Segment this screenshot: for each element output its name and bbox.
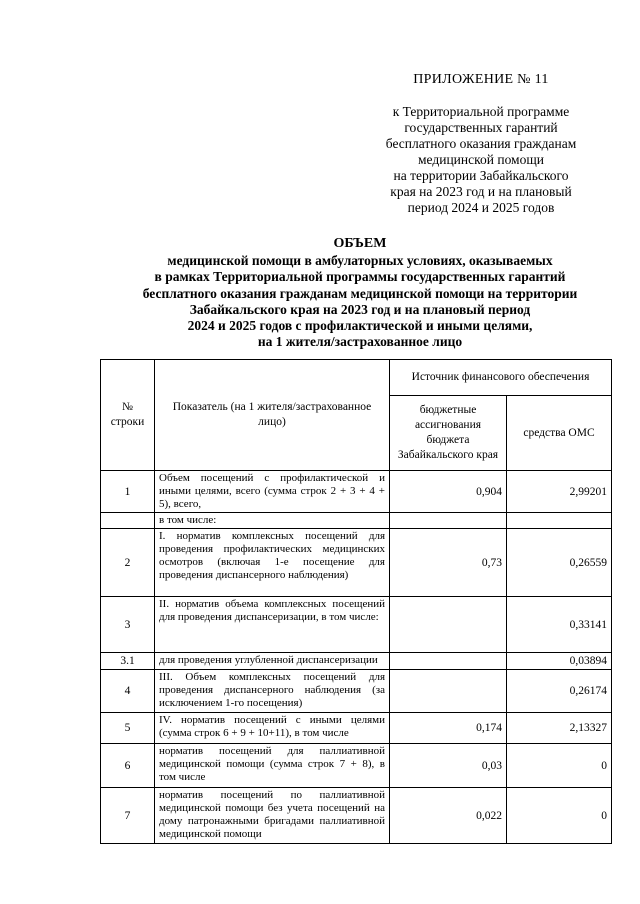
oms-value-cell: 0 [507, 744, 612, 788]
heading-line: бесплатного оказания гражданам медицинской помощи на территории [142, 285, 578, 301]
row-number-cell: 1 [101, 471, 155, 513]
appendix-line: к Территориальной программе [392, 104, 570, 119]
document-heading [90, 236, 630, 350]
table-row [101, 529, 612, 597]
col-header-budget: бюджетные ассигнования бюджета Забайкальского края [390, 396, 507, 471]
appendix-line: государственных гарантий [404, 120, 558, 135]
row-number-cell [101, 513, 155, 529]
budget-value-cell: 0,03 [390, 744, 507, 788]
row-number-cell: 3 [101, 597, 155, 653]
table-row [101, 471, 612, 513]
oms-value-cell: 2,99201 [507, 471, 612, 513]
appendix-title: ПРИЛОЖЕНИЕ № 11 [413, 72, 549, 87]
oms-value-cell: 0 [507, 788, 612, 844]
indicator-cell: норматив посещений по паллиативной медицинской помощи без учета посещений на дому патронажными бригадами паллиативной медицинской помощи [155, 788, 390, 844]
table-row [101, 597, 612, 653]
heading-line: медицинской помощи в амбулаторных условиях, оказываемых [167, 253, 553, 269]
table-row [101, 713, 612, 744]
oms-value-cell: 0,03894 [507, 653, 612, 670]
oms-value-cell: 0,33141 [507, 597, 612, 653]
budget-value-cell: 0,73 [390, 529, 507, 597]
heading-line: 2024 и 2025 годов с профилактической и иными целями, [187, 318, 533, 334]
indicator-cell: норматив посещений для паллиативной медицинской помощи (сумма строк 7 + 8), в том числе [155, 744, 390, 788]
row-number-cell: 6 [101, 744, 155, 788]
budget-value-cell: 0,022 [390, 788, 507, 844]
row-number-cell: 7 [101, 788, 155, 844]
budget-value-cell: 0,174 [390, 713, 507, 744]
indicator-cell: III. Объем комплексных посещений для проведения диспансерного наблюдения (за исключением 1-го посещения) [155, 670, 390, 713]
volume-table [100, 359, 612, 844]
row-number-cell: 5 [101, 713, 155, 744]
budget-value-cell [390, 653, 507, 670]
oms-value-cell [507, 513, 612, 529]
indicator-cell: Объем посещений с профилактической и иными целями, всего (сумма строк 2 + 3 + 4 + 5), всего, [155, 471, 390, 513]
indicator-cell: для проведения углубленной диспансеризации [155, 653, 390, 670]
heading-line: на 1 жителя/застрахованное лицо [257, 334, 463, 350]
row-number-cell: 2 [101, 529, 155, 597]
appendix-block [340, 72, 622, 216]
budget-value-cell: 0,904 [390, 471, 507, 513]
budget-value-cell [390, 513, 507, 529]
row-number-cell: 4 [101, 670, 155, 713]
col-header-source: Источник финансового обеспечения [390, 360, 612, 396]
table-row [101, 744, 612, 788]
col-header-oms: средства ОМС [507, 396, 612, 471]
table-row [101, 513, 612, 529]
row-number-cell: 3.1 [101, 653, 155, 670]
appendix-line: бесплатного оказания гражданам [385, 136, 577, 151]
appendix-line: период 2024 и 2025 годов [407, 200, 555, 215]
col-header-indicator: Показатель (на 1 жителя/застрахованное лицо) [155, 360, 390, 471]
indicator-cell: в том числе: [155, 513, 390, 529]
appendix-line: края на 2023 год и на плановый [390, 184, 572, 199]
table-row [101, 653, 612, 670]
table-row [101, 788, 612, 844]
oms-value-cell: 2,13327 [507, 713, 612, 744]
table-row [101, 670, 612, 713]
indicator-cell: II. норматив объема комплексных посещений для проведения диспансеризации, в том числе: [155, 597, 390, 653]
col-header-row-no: № строки [101, 360, 155, 471]
appendix-line: медицинской помощи [418, 152, 544, 167]
oms-value-cell: 0,26559 [507, 529, 612, 597]
heading-line: Забайкальского края на 2023 год и на плановый период [189, 301, 531, 317]
document-title: ОБЪЕМ [333, 236, 387, 251]
heading-line: в рамках Территориальной программы государственных гарантий [154, 269, 566, 285]
oms-value-cell: 0,26174 [507, 670, 612, 713]
budget-value-cell [390, 670, 507, 713]
appendix-line: на территории Забайкальского [393, 168, 569, 183]
indicator-cell: IV. норматив посещений с иными целями (сумма строк 6 + 9 + 10+11), в том числе [155, 713, 390, 744]
budget-value-cell [390, 597, 507, 653]
indicator-cell: I. норматив комплексных посещений для проведения профилактических медицинских осмотров (включая 1-е посещение для проведения диспансерного наблюдения) [155, 529, 390, 597]
